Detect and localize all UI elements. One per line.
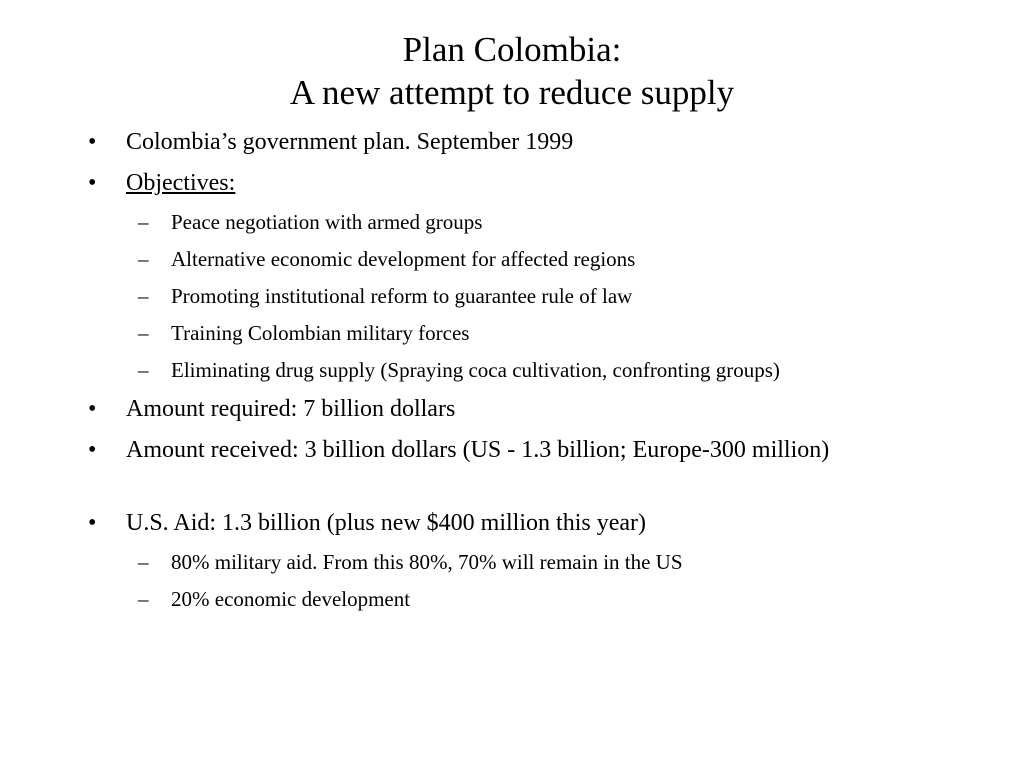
bullet-text: Colombia’s government plan. September 1999 (126, 129, 574, 155)
sub-bullet-item (86, 319, 916, 348)
dash-icon: – (138, 550, 149, 574)
sub-bullet-item (86, 356, 916, 385)
bullet-text: Amount required: 7 billion dollars (126, 396, 456, 422)
bullet-text: U.S. Aid: 1.3 billion (plus new $400 million this year) (126, 510, 646, 536)
objectives-heading: Objectives: (126, 170, 236, 196)
sub-bullet-text: Eliminating drug supply (Spraying coca cultivation, confronting groups) (171, 358, 780, 382)
bullet-list (86, 126, 916, 622)
bullet-text: Amount received: 3 billion dollars (US - 1.3 billion; Europe-300 million) (126, 437, 830, 463)
bullet-icon: • (88, 170, 97, 196)
sub-bullet-item (86, 245, 916, 274)
sub-bullet-text: Alternative economic development for affected regions (171, 247, 636, 271)
dash-icon: – (138, 321, 149, 345)
bullet-icon: • (88, 396, 97, 422)
sub-bullet-text: 80% military aid. From this 80%, 70% will remain in the US (171, 550, 683, 574)
sub-bullet-text: Training Colombian military forces (171, 321, 470, 345)
title-line-2: A new attempt to reduce supply (289, 73, 735, 112)
slide-title (0, 28, 1024, 114)
bullet-item (86, 507, 916, 540)
dash-icon: – (138, 210, 149, 234)
bullet-item (86, 434, 916, 467)
dash-icon: – (138, 587, 149, 611)
dash-icon: – (138, 284, 149, 308)
sub-bullet-item (86, 282, 916, 311)
bullet-icon: • (88, 437, 97, 463)
sub-bullet-item (86, 548, 916, 577)
sub-bullet-item (86, 585, 916, 614)
sub-bullet-item (86, 208, 916, 237)
title-line-1: Plan Colombia: (402, 30, 622, 69)
bullet-icon: • (88, 129, 97, 155)
sub-bullet-text: 20% economic development (171, 587, 411, 611)
spacer (86, 475, 916, 507)
bullet-item (86, 126, 916, 159)
bullet-item (86, 393, 916, 426)
sub-bullet-text: Promoting institutional reform to guarantee rule of law (171, 284, 633, 308)
bullet-item (86, 167, 916, 200)
dash-icon: – (138, 247, 149, 271)
bullet-icon: • (88, 510, 97, 536)
sub-bullet-text: Peace negotiation with armed groups (171, 210, 483, 234)
dash-icon: – (138, 358, 149, 382)
